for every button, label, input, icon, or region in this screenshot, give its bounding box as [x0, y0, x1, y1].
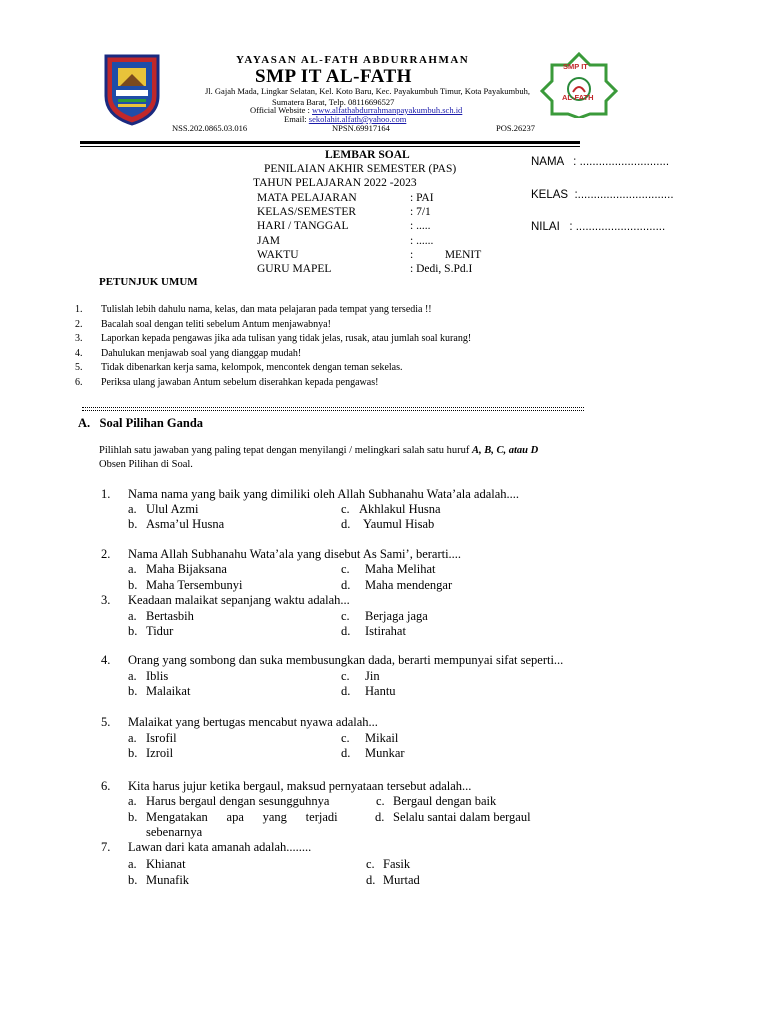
meta-row [257, 234, 434, 248]
list-item: 6. Periksa ulang jawaban Antum sebelum diserahkan kepada pengawas! [75, 376, 379, 388]
option-c[interactable]: c. Maha Melihat [341, 562, 436, 576]
option-b[interactable]: b. Munafik [128, 873, 190, 887]
meta-label: JAM [257, 234, 281, 247]
meta-label: MATA PELAJARAN [257, 192, 357, 204]
meta-value: : Dedi, S.Pd.I [410, 262, 473, 275]
email-label: Email: [284, 114, 309, 124]
option-c[interactable]: c. Bergaul dengan baik [376, 794, 497, 808]
header-rule-thin [80, 146, 580, 147]
website-link[interactable]: www.alfathabdurrahmanpayakumbuh.sch.id [312, 105, 463, 115]
header-rule-thick [80, 141, 580, 144]
petunjuk-list [75, 303, 472, 391]
logo-text-top: SMP IT [563, 62, 588, 71]
question-2: 2. Nama Allah Subhanahu Wata’ala yang disebut As Sami’, berarti.... [101, 547, 462, 561]
option-a[interactable]: a. Bertasbih [128, 609, 194, 623]
option-b[interactable]: b. Maha Tersembunyi [128, 578, 243, 592]
question-5: 5. Malaikat yang bertugas mencabut nyawa adalah... [101, 715, 378, 729]
option-a[interactable]: a. Maha Bijaksana [128, 562, 227, 576]
meta-value: : 7/1 [410, 206, 431, 219]
instruction-choices: A, B, C, atau D [471, 445, 539, 456]
option-c[interactable]: c. Mikail [341, 731, 399, 745]
option-a[interactable]: a. Isrofil [128, 731, 177, 745]
address-line-2: Sumatera Barat, Telp. 08116696527 [272, 97, 395, 107]
email-link[interactable]: sekolahit.alfath@yahoo.com [308, 114, 407, 124]
list-item: 2. Bacalah soal dengan teliti sebelum Antum menjawabnya! [75, 318, 331, 330]
meta-label: GURU MAPEL [257, 262, 332, 275]
section-a-instruction [99, 445, 538, 456]
option-d[interactable]: d. Murtad [366, 873, 420, 887]
meta-row [257, 248, 482, 262]
meta-row [257, 219, 431, 233]
sheet-title: LEMBAR SOAL [325, 149, 410, 161]
option-c[interactable]: c. Fasik [366, 857, 411, 871]
meta-value: : MENIT [410, 248, 482, 261]
list-item: 4. Dahulukan menjawab soal yang dianggap mudah! [75, 347, 302, 359]
option-b-continued: sebenarnya [146, 825, 203, 839]
instruction-text: Pilihlah satu jawaban yang paling tepat dengan menyilangi / melingkari salah satu huruf [99, 445, 472, 456]
meta-label: HARI / TANGGAL [257, 220, 349, 233]
kelas-field[interactable]: KELAS :.............................. [531, 189, 674, 201]
website-label: Official Website : [250, 105, 313, 115]
option-c[interactable]: c. Jin [341, 669, 380, 683]
option-b[interactable]: b. Izroil [128, 746, 174, 760]
meta-label: WAKTU [257, 248, 299, 261]
option-a[interactable]: a. Khianat [128, 857, 186, 871]
meta-value: : ..... [410, 220, 431, 233]
school-name: SMP IT AL-FATH [255, 66, 412, 87]
exam-meta [257, 191, 482, 276]
meta-row [257, 205, 431, 219]
question-1: 1. Nama nama yang baik yang dimiliki oleh Allah Subhanahu Wata’ala adalah.... [101, 487, 520, 501]
option-a[interactable]: a. Iblis [128, 669, 169, 683]
school-crest-logo [102, 52, 162, 126]
meta-label: KELAS/SEMESTER [257, 206, 357, 219]
foundation-name: YAYASAN AL-FATH ABDURRAHMAN [236, 54, 470, 66]
question-7: 7. Lawan dari kata amanah adalah........ [101, 840, 312, 854]
option-d[interactable]: d. Munkar [341, 746, 405, 760]
nama-field[interactable]: NAMA : ............................ [531, 156, 670, 168]
question-6: 6. Kita harus jujur ketika bergaul, maksud pernyataan tersebut adalah... [101, 779, 472, 793]
logo-text-bottom: AL-FATH [562, 93, 594, 102]
option-d[interactable]: d. Maha mendengar [341, 578, 453, 592]
divider-dotted [82, 410, 584, 411]
option-a[interactable]: a. Ulul Azmi [128, 502, 199, 516]
pos-code: POS.26237 [496, 123, 535, 133]
exam-name: PENILAIAN AKHIR SEMESTER (PAS) [264, 163, 457, 175]
option-b[interactable]: b. Malaikat [128, 684, 191, 698]
question-3: 3. Keadaan malaikat sepanjang waktu adalah... [101, 593, 350, 607]
question-4: 4. Orang yang sombong dan suka membusungkan dada, berarti mempunyai sifat seperti... [101, 653, 564, 667]
option-d[interactable]: d. Hantu [341, 684, 396, 698]
list-item: 3. Laporkan kepada pengawas jika ada tulisan yang tidak jelas, rusak, atau jumlah soal kurang! [75, 333, 472, 345]
nss-number: NSS.202.0865.03.016 [172, 123, 248, 133]
section-a-heading: A. Soal Pilihan Ganda [78, 416, 204, 430]
option-c[interactable]: c. Akhlakul Husna [341, 502, 441, 516]
nilai-field[interactable]: NILAI : ............................ [531, 221, 666, 233]
list-item: 1. Tulislah lebih dahulu nama, kelas, dan mata pelajaran pada tempat yang tersedia !! [75, 304, 432, 315]
option-d[interactable]: d. Selalu santai dalam bergaul [375, 810, 531, 824]
address-line-1: Jl. Gajah Mada, Lingkar Selatan, Kel. Koto Baru, Kec. Payakumbuh Timur, Kota Payakumbuh, [205, 86, 530, 96]
option-b[interactable]: b. Asma’ul Husna [128, 517, 225, 531]
section-a-instruction-2: Obsen Pilihan di Soal. [99, 459, 193, 470]
option-c[interactable]: c. Berjaga jaga [341, 609, 428, 623]
meta-value: : PAI [410, 192, 434, 204]
meta-value: : ...... [410, 234, 434, 247]
option-b[interactable]: b. Tidur [128, 624, 174, 638]
npsn-number: NPSN.69917164 [332, 123, 390, 133]
option-d[interactable]: d. Istirahat [341, 624, 406, 638]
list-item: 5. Tidak dibenarkan kerja sama, kelompok, mencontek dengan teman sekelas. [75, 362, 403, 374]
meta-row [257, 191, 434, 205]
option-a[interactable]: a. Harus bergaul dengan sesungguhnya [128, 794, 330, 808]
academic-year: TAHUN PELAJARAN 2022 -2023 [253, 177, 417, 189]
option-d[interactable]: d. Yaumul Hisab [341, 517, 435, 531]
meta-row [257, 262, 473, 276]
option-b[interactable]: b. Mengatakan apa yang terjadi [128, 810, 338, 824]
divider-dotted [82, 407, 584, 408]
petunjuk-heading: PETUNJUK UMUM [99, 276, 198, 288]
